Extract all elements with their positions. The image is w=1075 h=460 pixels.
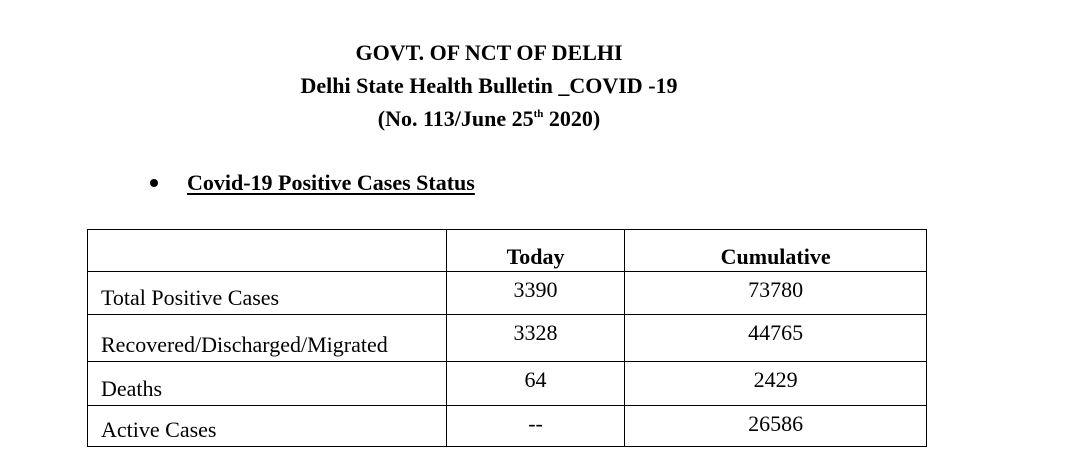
header-number-date-line — [0, 102, 978, 135]
section-title: Covid-19 Positive Cases Status — [187, 170, 475, 195]
table-row — [88, 362, 927, 406]
header-bulletin-line: Delhi State Health Bulletin _COVID -19 — [300, 73, 678, 98]
header-ordinal-suffix: th — [533, 108, 544, 120]
header-govt-line: GOVT. OF NCT OF DELHI — [355, 40, 623, 65]
column-header-cumulative: Cumulative — [625, 230, 927, 272]
row-label-recovered: Recovered/Discharged/Migrated — [88, 315, 447, 362]
today-value-deaths: 64 — [446, 362, 624, 406]
section-heading — [146, 170, 475, 196]
bulletin-header — [0, 36, 978, 135]
header-number-date-suffix: 2020) — [543, 106, 601, 131]
table-row — [88, 272, 927, 315]
table-row — [88, 315, 927, 362]
row-label-deaths: Deaths — [88, 362, 447, 406]
today-value-active: -- — [446, 406, 624, 447]
bullet-icon — [150, 179, 158, 187]
cumulative-value-deaths: 2429 — [625, 362, 927, 406]
table-row — [88, 406, 927, 447]
header-number-date-prefix: (No. 113/June 25 — [377, 106, 534, 131]
cases-status-table — [87, 229, 927, 447]
table-header-row — [88, 230, 927, 272]
column-header-today: Today — [446, 230, 624, 272]
column-header-blank — [88, 230, 447, 272]
cumulative-value-recovered: 44765 — [625, 315, 927, 362]
today-value-recovered: 3328 — [446, 315, 624, 362]
cumulative-value-total-positive: 73780 — [625, 272, 927, 315]
cumulative-value-active: 26586 — [625, 406, 927, 447]
today-value-total-positive: 3390 — [446, 272, 624, 315]
row-label-total-positive: Total Positive Cases — [88, 272, 447, 315]
row-label-active: Active Cases — [88, 406, 447, 447]
